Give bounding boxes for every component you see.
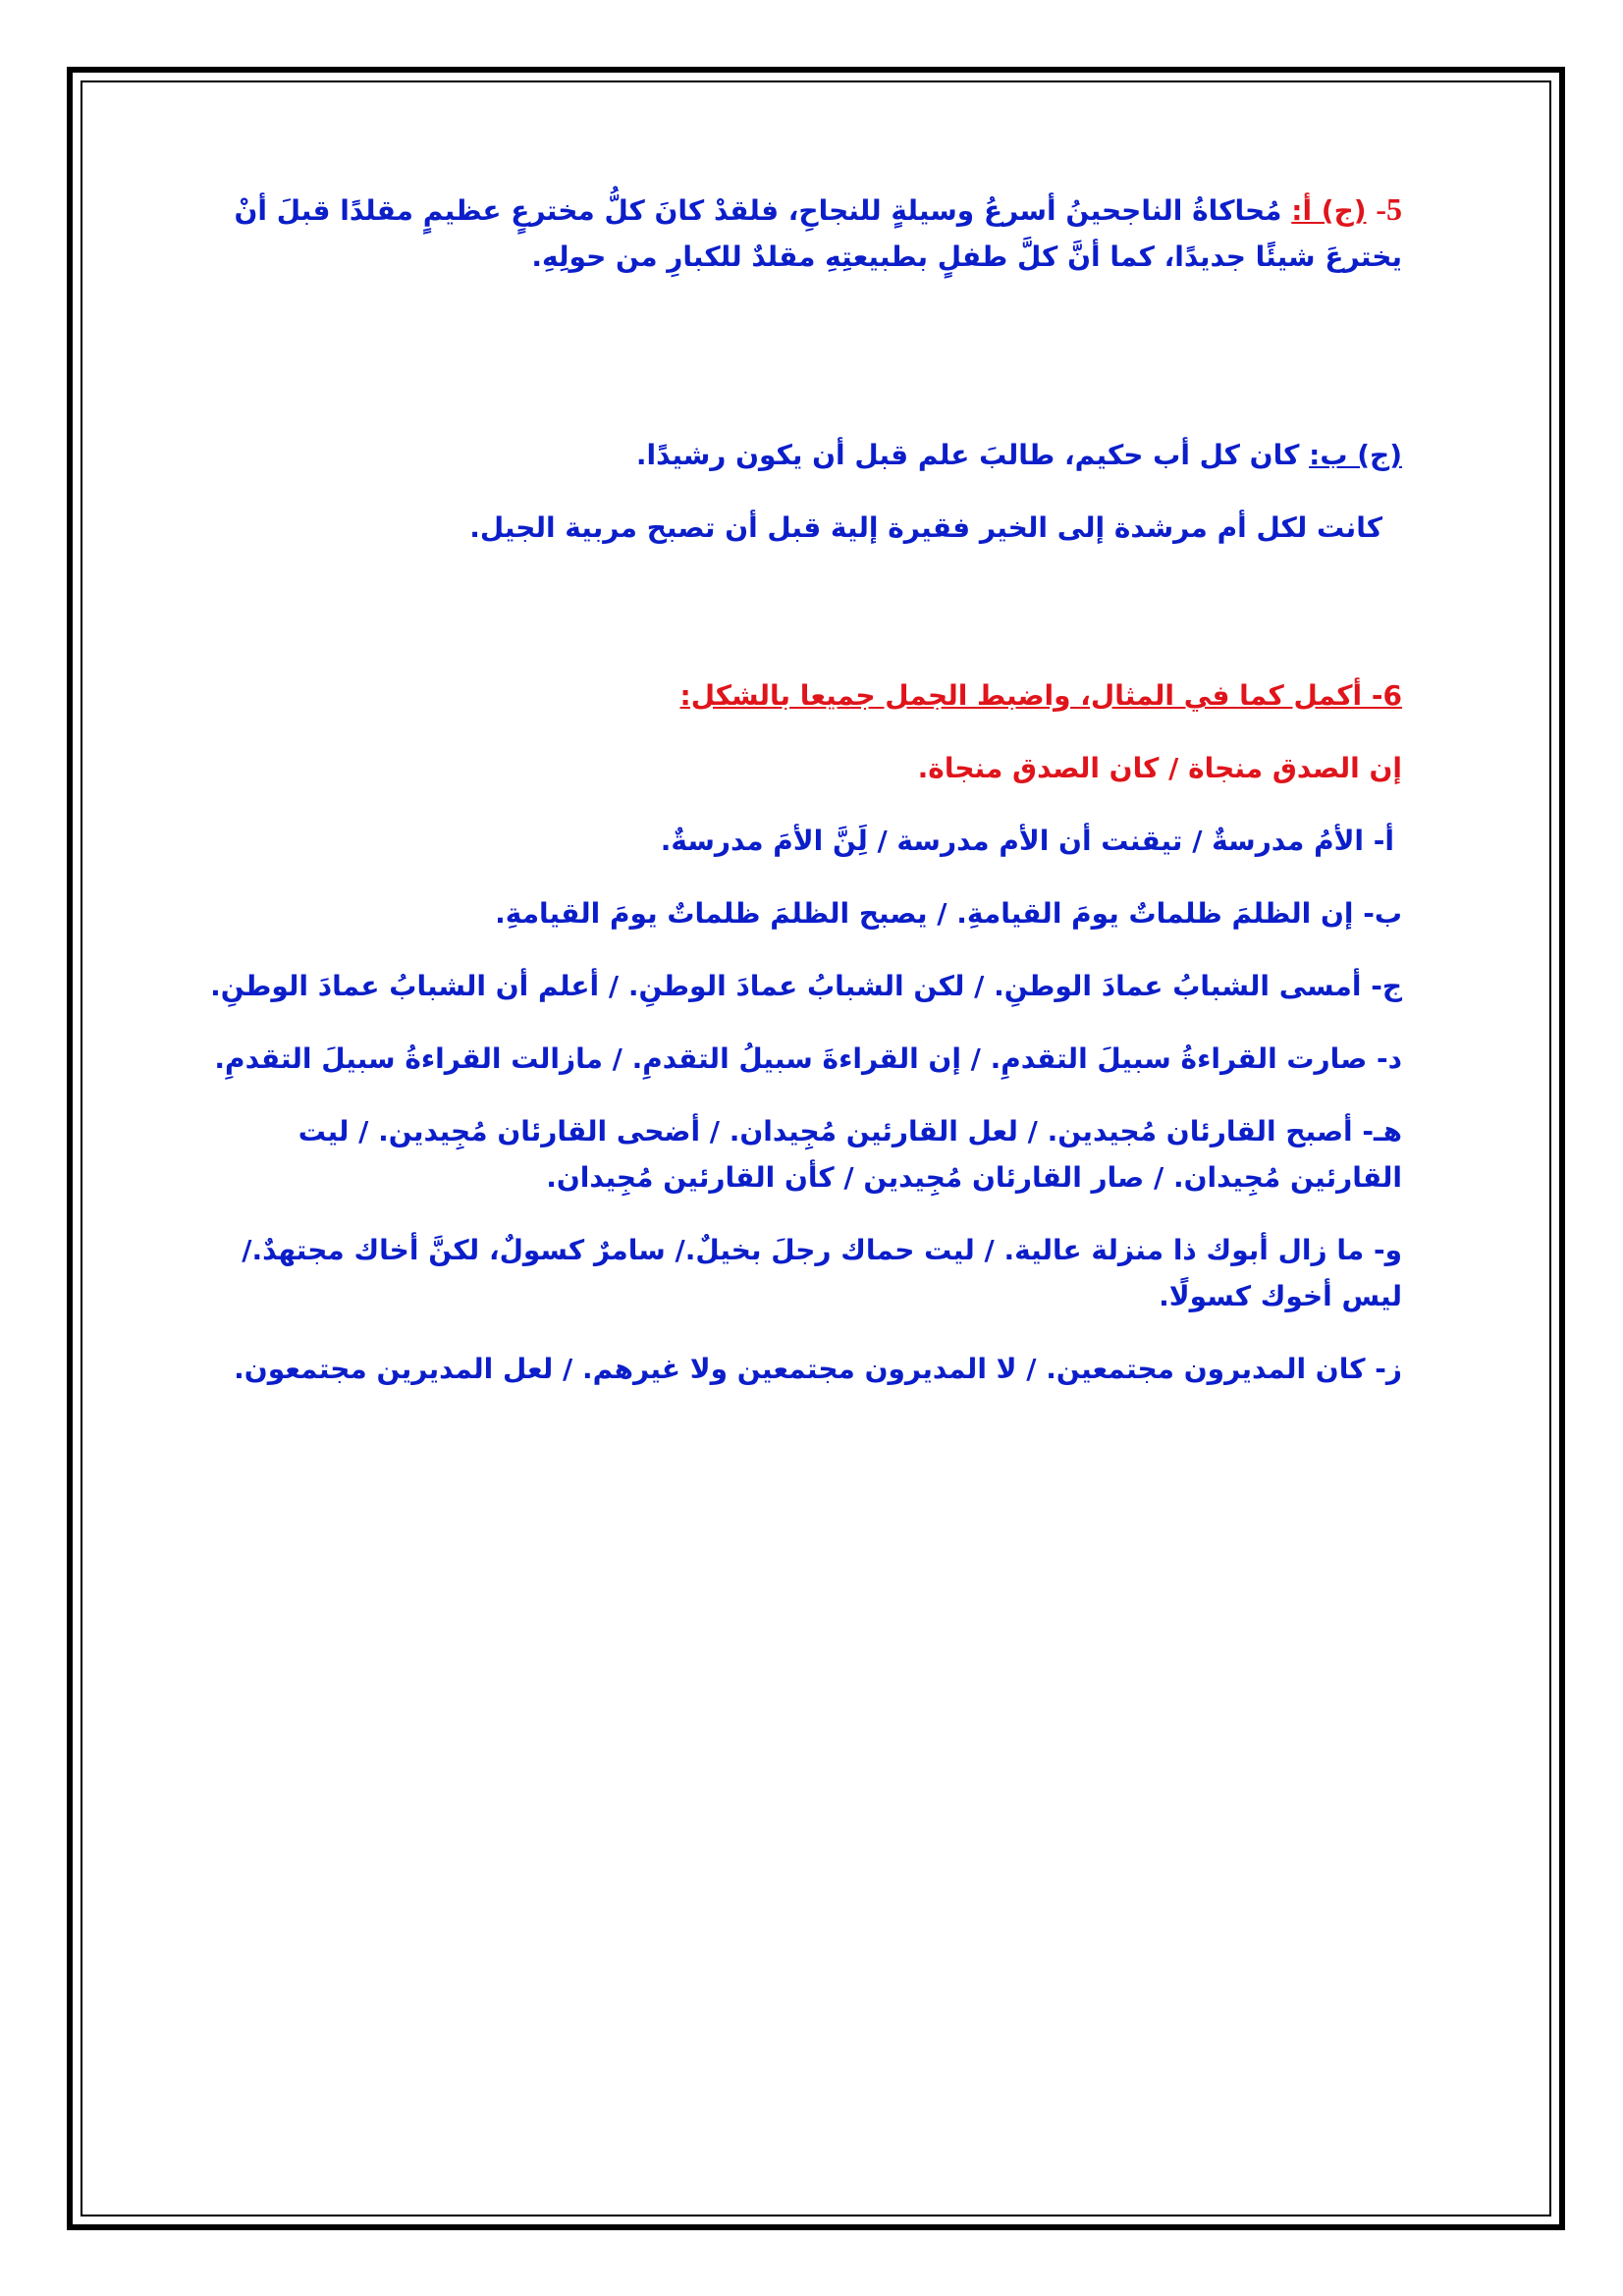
question-5-answer-b: كان كل أب حكيم، طالبَ علم قبل أن يكون رشيدًا. xyxy=(635,439,1310,471)
question-6-heading: 6- أكمل كما في المثال، واضبط الجمل جميعا بالشكل: xyxy=(679,679,1402,712)
question-6-item-a: أ- الأمُ مدرسةٌ / تيقنت أن الأم مدرسة / لَِنَّ الأمَ مدرسةٌ. xyxy=(660,825,1394,857)
question-5-label-a: (ج) أ: xyxy=(1291,194,1367,227)
document-body xyxy=(206,187,1402,1392)
question-5-part-c: كانت لكل أم مرشدة إلى الخير فقيرة إلية قبل أن تصبح مربية الجيل. xyxy=(469,511,1382,544)
question-6-item-d: د- صارت القراءةُ سبيلَ التقدمِ. / إن القراءةَ سبيلُ التقدمِ. / مازالت القراءةُ سبيلَ التقدمِ. xyxy=(214,1042,1402,1075)
question-6-item-c: ج- أمسى الشبابُ عمادَ الوطنِ. / لكن الشبابُ عمادَ الوطنِ. / أعلم أن الشبابُ عمادَ الوطنِ. xyxy=(210,970,1402,1002)
question-5-answer-a: مُحاكاةُ الناجحينُ أسرعُ وسيلةٍ للنجاحِ، فلقدْ كانَ كلُّ مخترعٍ عظيمٍ مقلدًا قبلَ أنْ يخترعَ شيئًا جديدًا، كما أنَّ كلَّ طفلٍ بطبيعتِهِ مقلدٌ للكبارِ من حولِهِ. xyxy=(234,194,1402,273)
question-5-label-b: (ج) ب: xyxy=(1309,439,1402,471)
question-6-item-e: هـ- أصبح القارئان مُجيدين. / لعل القارئين مُجِيدان. / أضحى القارئان مُجِيدين. / ليت القارئين مُجِيدان. / صار القارئان مُجِيدين / كأن القارئين مُجِيدان. xyxy=(298,1115,1402,1194)
question-5-number: 5- xyxy=(1376,191,1402,227)
question-6-item-g: ز- كان المديرون مجتمعين. / لا المديرون مجتمعين ولا غيرهم. / لعل المديرين مجتمعون. xyxy=(234,1353,1402,1385)
question-6-item-f: و- ما زال أبوك ذا منزلة عالية. / ليت حماك رجلَ بخيلٌ./ سامرٌ كسولٌ، لكنَّ أخاك مجتهدٌ./ ليس أخوك كسولًا. xyxy=(242,1234,1402,1312)
question-5-part-a xyxy=(206,187,1402,280)
question-6-item-b: ب- إن الظلمَ ظلماتٌ يومَ القيامةِ. / يصبح الظلمَ ظلماتٌ يومَ القيامةِ. xyxy=(495,897,1402,930)
question-6-example: إن الصدق منجاة / كان الصدق منجاة. xyxy=(917,752,1402,784)
question-5-part-b xyxy=(206,432,1402,478)
